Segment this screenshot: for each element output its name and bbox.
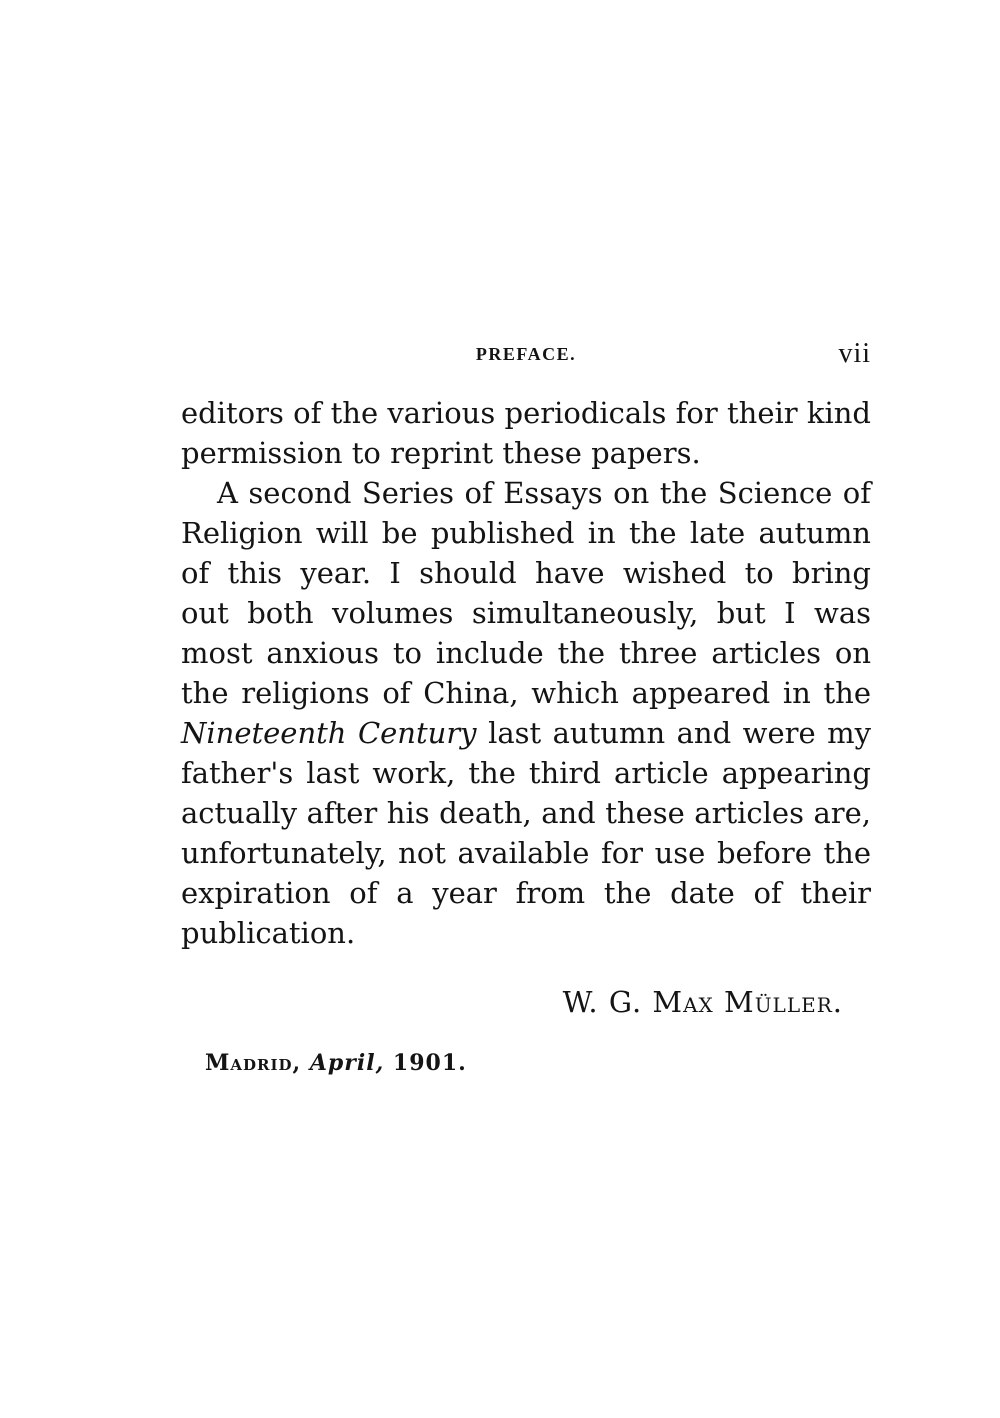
text-line: expiration of a year from the date of their: [181, 876, 871, 910]
signature-name: W. G. Max Müller.: [562, 985, 843, 1019]
running-head: [181, 338, 871, 370]
text-line: of this year. I should have wished to bring: [181, 556, 871, 590]
text-line: unfortunately, not available for use before the: [181, 836, 871, 870]
body-text: [181, 393, 871, 953]
text-line: Religion will be published in the late autumn: [181, 516, 871, 550]
page-number: vii: [838, 338, 871, 369]
running-title: PREFACE.: [475, 344, 577, 364]
text-line: out both volumes simultaneously, but I was: [181, 596, 871, 630]
text-line: editors of the various periodicals for their kind: [181, 396, 871, 430]
text-line: actually after his death, and these articles are,: [181, 796, 871, 830]
text-line: [181, 713, 871, 753]
signature: [563, 985, 843, 1019]
text-line: permission to reprint these papers.: [181, 436, 701, 470]
italic-title: Nineteenth Century: [181, 716, 477, 750]
dateline: [205, 1050, 467, 1076]
text-line: father's last work, the third article appearing: [181, 756, 871, 790]
dateline-place: Madrid,: [205, 1050, 302, 1076]
text-line: A second Series of Essays on the Science of: [217, 476, 871, 510]
text-line: the religions of China, which appeared in the: [181, 676, 871, 710]
dateline-year: 1901.: [392, 1050, 467, 1076]
text-line-rest: last autumn and were my: [488, 716, 871, 750]
text-line: publication.: [181, 916, 356, 950]
dateline-month: April,: [309, 1050, 385, 1076]
text-line: most anxious to include the three articles on: [181, 636, 871, 670]
